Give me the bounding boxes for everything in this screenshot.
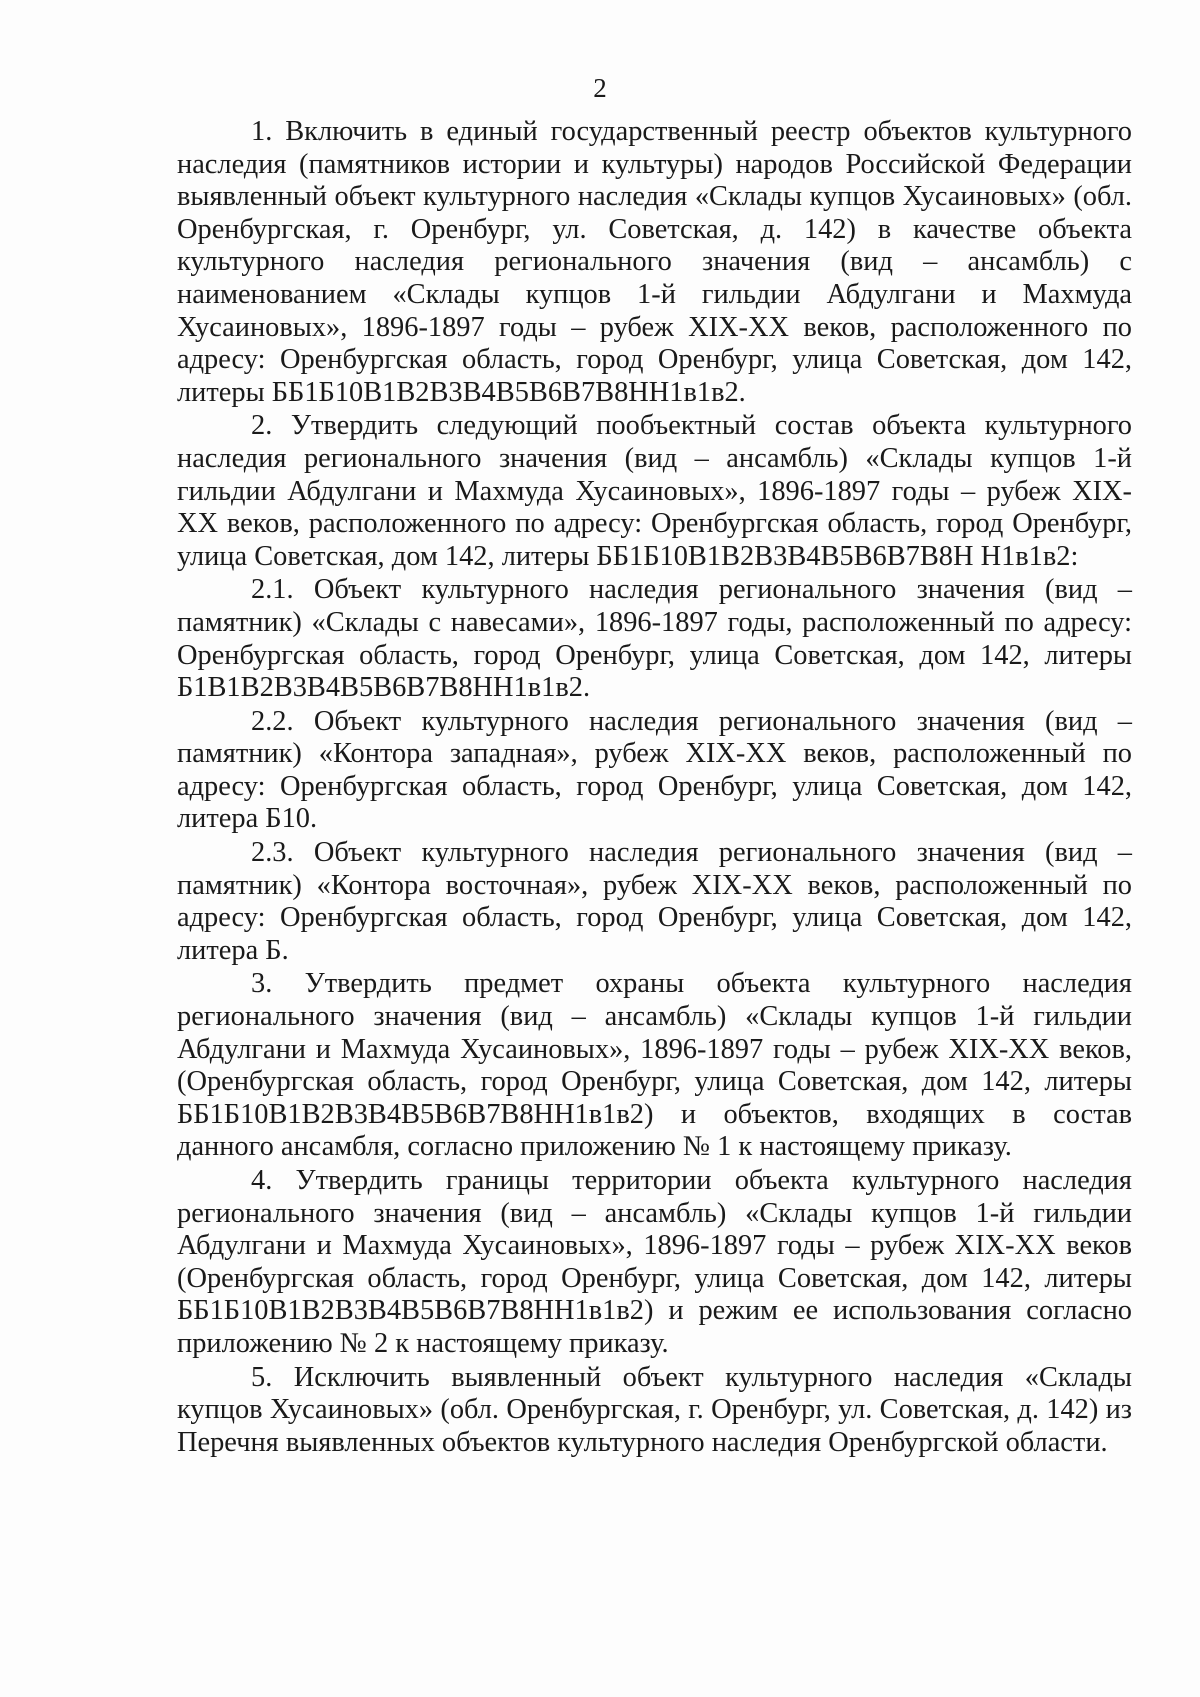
document-body (177, 116, 1132, 1459)
paragraph-3: 3. Утвердить предмет охраны объекта культурного наследия регионального значения (вид – ансамбль) «Склады купцов 1-й гильдии Абдулгани и Махмуда Хусаиновых», 1896-1897 годы – рубеж XIX-XX веков, (Оренбургская область, город Оренбург, улица Советская, дом 142, литеры ББ1Б10В1В2В3В4В5В6В7В8НН1в1в2) и объектов, входящих в состав данного ансамбля, согласно приложению № 1 к настоящему приказу. (177, 968, 1132, 1163)
page-number: 2 (593, 73, 607, 103)
paragraph-2-1: 2.1. Объект культурного наследия регионального значения (вид – памятник) «Склады с навесами», 1896-1897 годы, расположенный по адресу: Оренбургская область, город Оренбург, улица Советская, дом 142, литеры Б1В1В2В3В4В5В6В7В8НН1в1в2. (177, 574, 1132, 704)
paragraph-1: 1. Включить в единый государственный реестр объектов культурного наследия (памятников истории и культуры) народов Российской Федерации выявленный объект культурного наследия «Склады купцов Хусаиновых» (обл. Оренбургская, г. Оренбург, ул. Советская, д. 142) в качестве объекта культурного наследия регионального значения (вид – ансамбль) с наименованием «Склады купцов 1-й гильдии Абдулгани и Махмуда Хусаиновых», 1896-1897 годы – рубеж XIX-XX веков, расположенного по адресу: Оренбургская область, город Оренбург, улица Советская, дом 142, литеры ББ1Б10В1В2В3В4В5В6В7В8НН1в1в2. (177, 116, 1132, 408)
paragraph-5: 5. Исключить выявленный объект культурного наследия «Склады купцов Хусаиновых» (обл. Оренбургская, г. Оренбург, ул. Советская, д. 142) из Перечня выявленных объектов культурного наследия Оренбургской области. (177, 1361, 1132, 1458)
paragraph-2-3: 2.3. Объект культурного наследия регионального значения (вид – памятник) «Контора восточная», рубеж XIX-XX веков, расположенный по адресу: Оренбургская область, город Оренбург, улица Советская, дом 142, литера Б. (177, 837, 1132, 966)
paragraph-2-2: 2.2. Объект культурного наследия регионального значения (вид – памятник) «Контора западная», рубеж XIX-XX веков, расположенный по адресу: Оренбургская область, город Оренбург, улица Советская, дом 142, литера Б10. (177, 705, 1132, 835)
paragraph-4: 4. Утвердить границы территории объекта культурного наследия регионального значения (вид – ансамбль) «Склады купцов 1-й гильдии Абдулгани и Махмуда Хусаиновых», 1896-1897 годы – рубеж XIX-XX веков (Оренбургская область, город Оренбург, улица Советская, дом 142, литеры ББ1Б10В1В2В3В4В5В6В7В8НН1в1в2) и режим ее использования согласно приложению № 2 к настоящему приказу. (177, 1165, 1132, 1359)
paragraph-2: 2. Утвердить следующий пообъектный состав объекта культурного наследия регионального значения (вид – ансамбль) «Склады купцов 1-й гильдии Абдулгани и Махмуда Хусаиновых», 1896-1897 годы – рубеж XIX-XX веков, расположенного по адресу: Оренбургская область, город Оренбург, улица Советская, дом 142, литеры ББ1Б10В1В2В3В4В5В6В7В8Н Н1в1в2: (177, 410, 1132, 572)
